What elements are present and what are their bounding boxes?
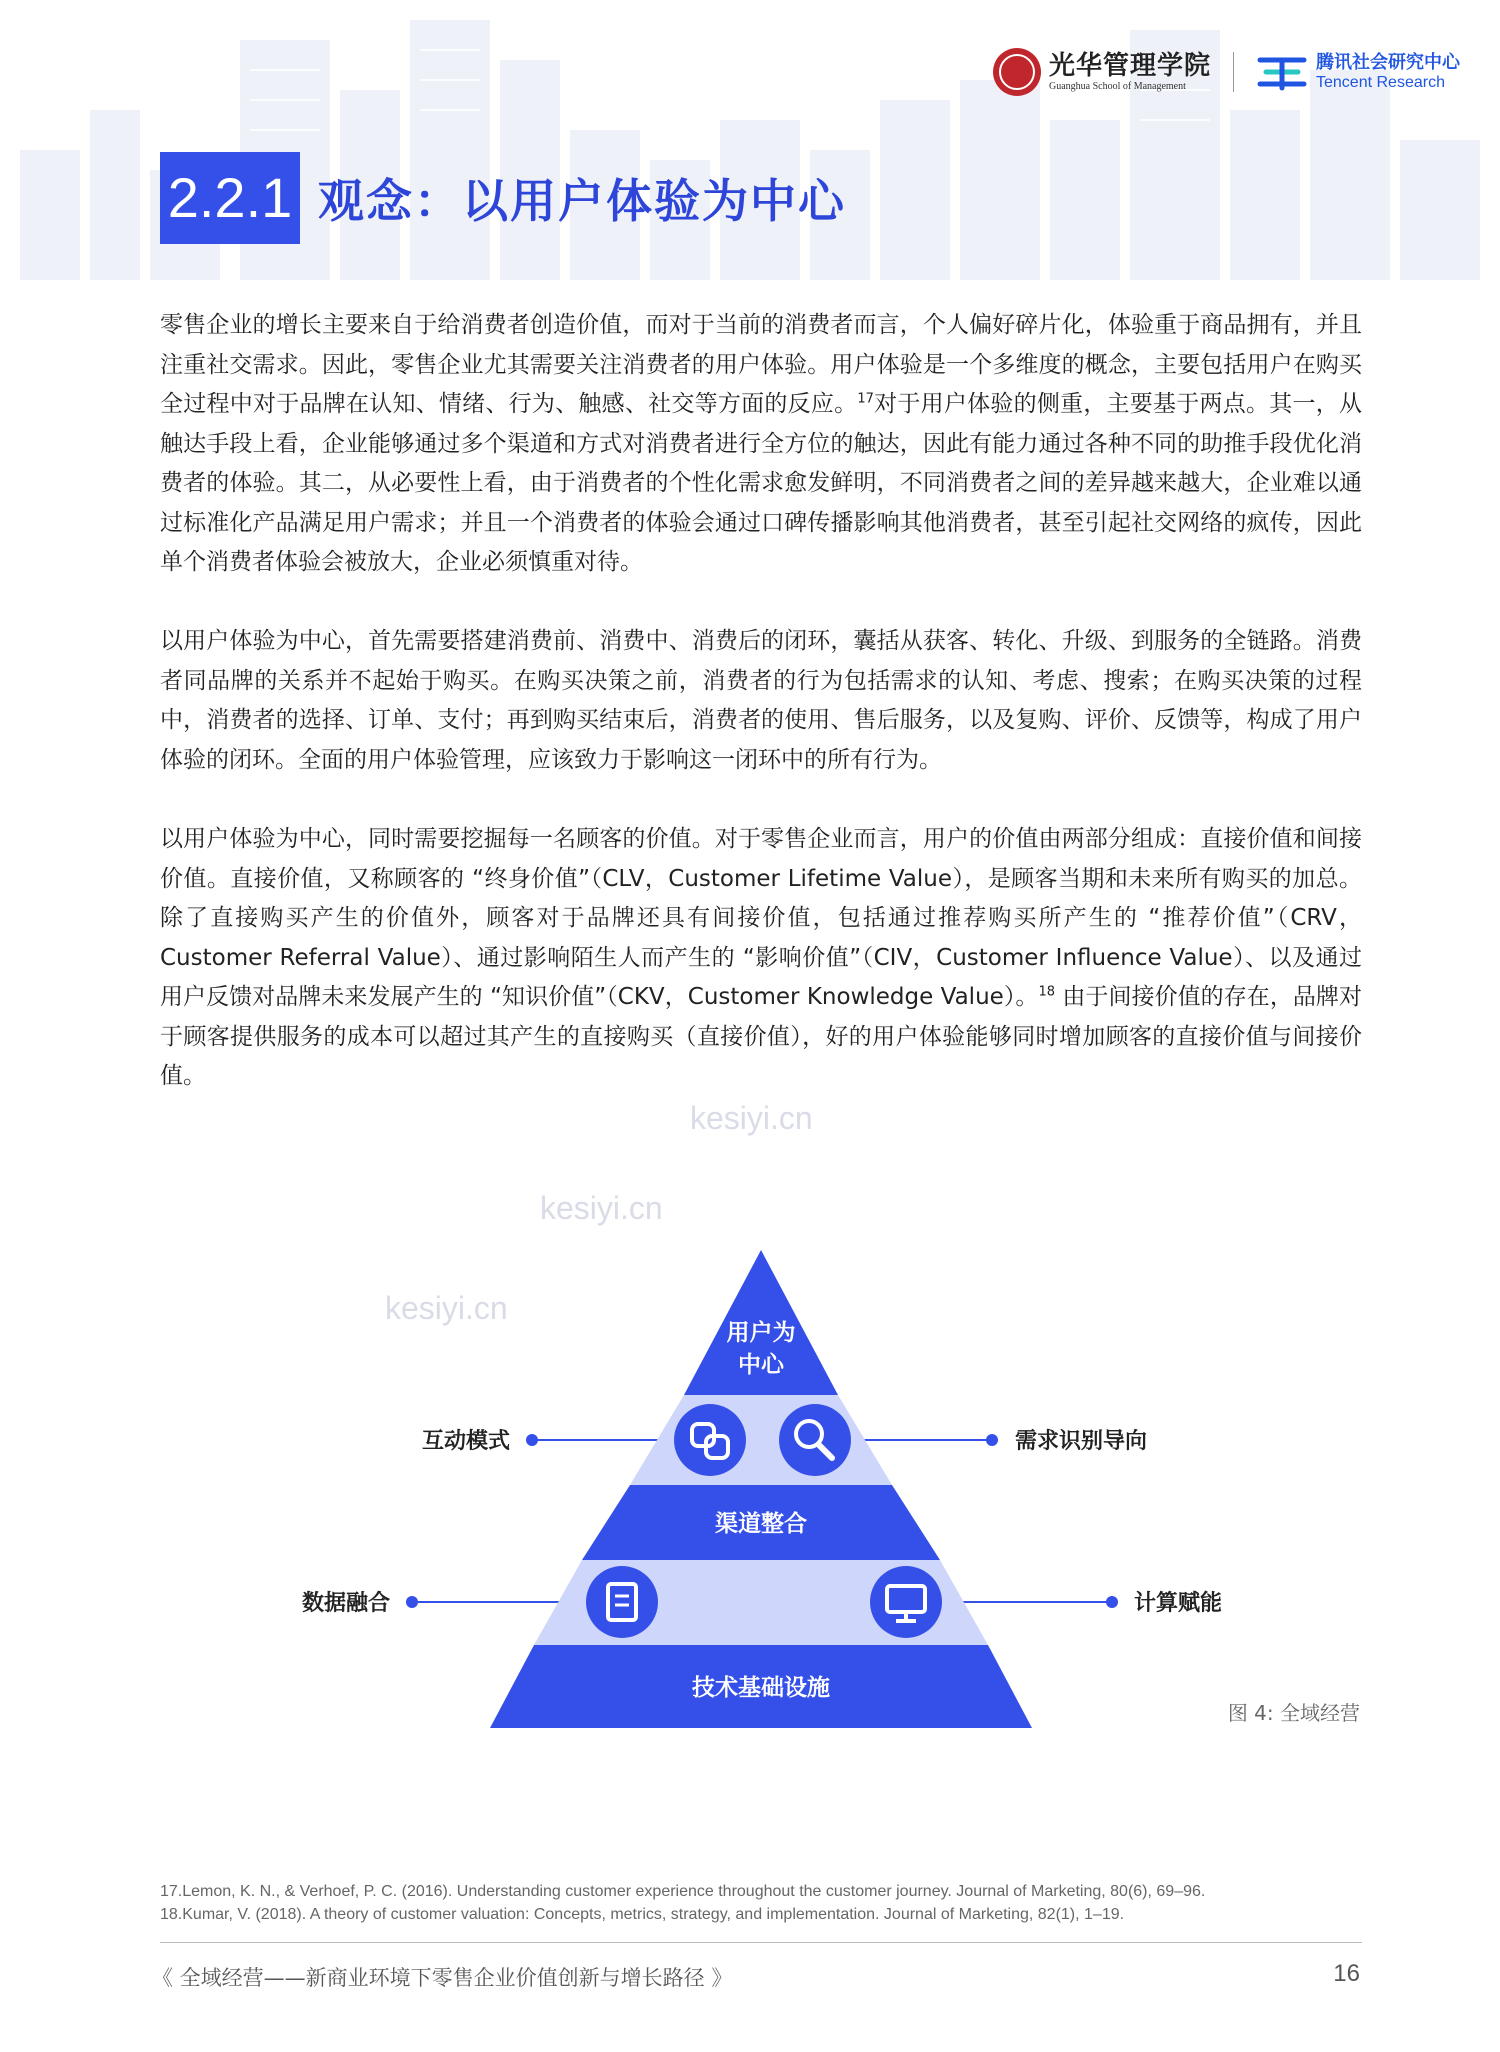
pyramid-band-upper xyxy=(630,1395,892,1485)
paragraph-1 xyxy=(160,306,1362,583)
pyramid-diagram xyxy=(270,1240,1223,1730)
guanghua-english-name: Guanghua School of Management xyxy=(1048,81,1186,92)
footnote-17: 17.Lemon, K. N., & Verhoef, P. C. (2016). Understanding customer experience throughout the customer journey. Journal of Marketing, 80(6), 69–96. xyxy=(160,1883,1206,1900)
page-number: 16 xyxy=(1333,1960,1360,1987)
header-logos xyxy=(993,48,1460,96)
tier-top-label-line2: 中心 xyxy=(738,1352,784,1378)
connector-dot xyxy=(406,1596,418,1608)
figure-caption: 图 4: 全域经营 xyxy=(1227,1701,1360,1725)
connector-dot xyxy=(526,1434,538,1446)
paragraph-3-part-a: 以用户体验为中心，同时需要挖掘每一名顾客的价值。对于零售企业而言，用户的价值由两部分组成：直接价值和间接价值。直接价值，又称顾客的 “终身价值”（CLV，Customer Lifetime Value），是顾客当期和未来所有购买的加总。除了直接购买产生的价值外，顾客对于品牌还具有间接价值，包括通过推荐购买所产生的 “推荐价值”（CRV，Customer Referral Value）、通过影响陌生人而产生的 “影响价值”（CIV，Customer Influence Value）、以及通过用户反馈对品牌未来发展产生的 “知识价值”（CKV，Customer Knowledge Value）。 xyxy=(160,826,1362,1010)
paragraph-1-part-b: 对于用户体验的侧重，主要基于两点。其一，从触达手段上看，企业能够通过多个渠道和方式对消费者进行全方位的触达，因此有能力通过各种不同的助推手段优化消费者的体验。其二，从必要性上看，由于消费者的个性化需求愈发鲜明，不同消费者之间的差异越来越大，企业难以通过标准化产品满足用户需求；并且一个消费者的体验会通过口碑传播影响其他消费者，甚至引起社交网络的疯传，因此单个消费者体验会被放大，企业必须慎重对待。 xyxy=(160,391,1363,575)
peking-university-seal-icon xyxy=(993,48,1041,96)
section-heading xyxy=(160,152,846,244)
guanghua-name: 光华管理学院 xyxy=(1048,51,1211,81)
paragraph-1-part-a: 零售企业的增长主要来自于给消费者创造价值，而对于当前的消费者而言，个人偏好碎片化，体验重于商品拥有，并且注重社交需求。因此，零售企业尤其需要关注消费者的用户体验。用户体验是一个多维度的概念，主要包括用户在购买全过程中对于品牌在认知、情绪、行为、触感、社交等方面的反应。 xyxy=(160,312,1362,417)
watermark: kesiyi.cn xyxy=(540,1190,663,1226)
tencent-research-logo xyxy=(1256,52,1460,92)
paragraph-2: 以用户体验为中心，首先需要搭建消费前、消费中、消费后的闭环，囊括从获客、转化、升级、到服务的全链路。消费者同品牌的关系并不起始于购买。在购买决策之前，消费者的行为包括需求的认知、考虑、搜索；在购买决策的过程中，消费者的选择、订单、支付；再到购买结束后，消费者的使用、售后服务，以及复购、评价、反馈等，构成了用户体验的闭环。全面的用户体验管理，应该致力于影响这一闭环中的所有行为。 xyxy=(160,628,1362,773)
search-icon xyxy=(779,1404,851,1476)
side-label-interaction-mode: 互动模式 xyxy=(421,1429,510,1454)
tencent-research-en-name: Tencent Research xyxy=(1316,74,1445,91)
footnote-ref-18: 18 xyxy=(1038,984,1055,1000)
paragraph-3 xyxy=(160,820,1362,1097)
section-number: 2.2.1 xyxy=(160,152,300,244)
tier-middle-label: 渠道整合 xyxy=(715,1511,807,1537)
watermark: kesiyi.cn xyxy=(385,1290,508,1326)
guanghua-logo xyxy=(993,48,1211,96)
tier-top-label-line1: 用户为 xyxy=(726,1320,796,1346)
tier-base-label: 技术基础设施 xyxy=(692,1675,830,1701)
footer-divider xyxy=(160,1942,1362,1943)
tencent-research-mark-icon xyxy=(1256,52,1308,92)
logo-divider xyxy=(1233,52,1234,92)
footer-report-title: 《 全域经营——新商业环境下零售企业价值创新与增长路径 》 xyxy=(152,1966,733,1990)
city-skyline-background xyxy=(0,0,1500,300)
computer-icon xyxy=(870,1566,942,1638)
tencent-research-cn-name: 腾讯社会研究中心 xyxy=(1316,52,1460,73)
watermark: kesiyi.cn xyxy=(690,1100,813,1136)
footnote-18: 18.Kumar, V. (2018). A theory of customer valuation: Concepts, metrics, strategy, and implementation. Journal of Marketing, 82(1), 1–19. xyxy=(160,1906,1125,1923)
side-label-demand-identification: 需求识别导向 xyxy=(1015,1429,1148,1454)
document-icon xyxy=(586,1566,658,1638)
footnotes xyxy=(160,1880,1205,1926)
paragraph-3-part-b: 由于间接价值的存在，品牌对于顾客提供服务的成本可以超过其产生的直接购买（直接价值），好的用户体验能够同时增加顾客的直接价值与间接价值。 xyxy=(160,984,1362,1089)
connector-dot xyxy=(986,1434,998,1446)
section-title: 观念：以用户体验为中心 xyxy=(318,174,846,228)
side-label-data-fusion: 数据融合 xyxy=(301,1591,390,1616)
footnote-ref-17: 17 xyxy=(857,391,874,407)
connector-dot xyxy=(1106,1596,1118,1608)
link-icon xyxy=(674,1404,746,1476)
side-label-computing-empowerment: 计算赋能 xyxy=(1134,1591,1223,1616)
